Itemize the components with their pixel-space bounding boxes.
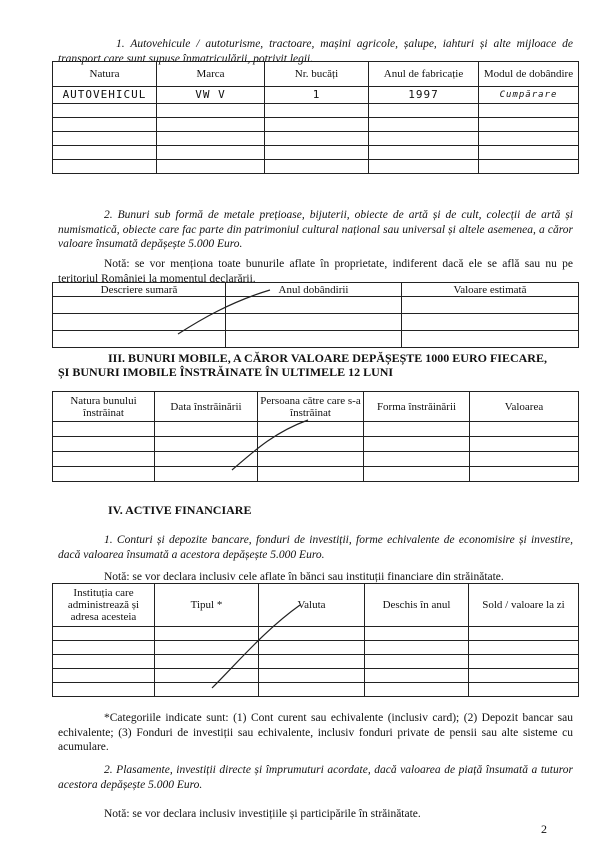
col-descriere: Descriere sumară — [53, 283, 226, 297]
table-cell — [469, 669, 579, 683]
cell-marca: VW V — [157, 87, 265, 104]
table-cell — [265, 146, 369, 160]
col-valoarea: Valoarea — [470, 392, 579, 422]
table-cell — [226, 331, 402, 348]
table-cell — [258, 452, 364, 467]
cell-natura: AUTOVEHICUL — [53, 87, 157, 104]
sec2-note: Notă: se vor menționa toate bunurile aflate în proprietate, indiferent dacă ele se află sau nu pe teritoriul României la momentul declarării. — [58, 258, 573, 285]
col-natura-bunului: Natura bunului înstrăinat — [53, 392, 155, 422]
table-row — [53, 683, 579, 697]
table-row — [53, 87, 579, 104]
table-cell — [369, 146, 479, 160]
table-row — [53, 669, 579, 683]
table-cell — [470, 452, 579, 467]
table-cell — [155, 467, 258, 482]
table-cell — [157, 146, 265, 160]
sec4-note2: Notă: se vor declara inclusiv investițiile și participările în străinătate. — [104, 808, 421, 820]
table-cell — [53, 160, 157, 174]
table-row — [53, 160, 579, 174]
cell-an: 1997 — [369, 87, 479, 104]
table-cell — [259, 655, 365, 669]
col-forma-instrainarii: Forma înstrăinării — [364, 392, 470, 422]
sec1-heading: 1. Autovehicule / autoturisme, tractoare, mașini agricole, șalupe, iahturi și alte mijloace de transport care sunt supuse înmatriculării, potrivit legii. — [58, 38, 573, 65]
table-cell — [365, 669, 469, 683]
table-cell — [53, 331, 226, 348]
table-cell — [479, 160, 579, 174]
table-row — [53, 146, 579, 160]
table-cell — [53, 655, 155, 669]
table-cell — [53, 132, 157, 146]
sec4-note1: Notă: se vor declara inclusiv cele aflate în bănci sau instituții financiare din străinătate. — [104, 571, 504, 583]
table-cell — [258, 437, 364, 452]
table-cell — [53, 118, 157, 132]
table-cell — [365, 683, 469, 697]
table-cell — [364, 437, 470, 452]
table-row — [53, 132, 579, 146]
table-cell — [364, 467, 470, 482]
table-cell — [265, 132, 369, 146]
table-cell — [402, 297, 579, 314]
table-cell — [157, 160, 265, 174]
table-cell — [53, 146, 157, 160]
table-cell — [258, 422, 364, 437]
table-cell — [470, 437, 579, 452]
table-cell — [469, 655, 579, 669]
sec2-heading: 2. Bunuri sub formă de metale prețioase, bijuterii, obiecte de artă și de cult, colecții de artă și numismatică, obiecte care fac parte din patrimoniul cultural național sau universal și altele asemenea, a căror valoare însumată depășește 5.000 Euro. — [58, 209, 573, 250]
col-natura: Natura — [53, 62, 157, 87]
table-cell — [469, 627, 579, 641]
table-row — [53, 627, 579, 641]
table-row — [53, 297, 579, 314]
sec4-title: IV. ACTIVE FINANCIARE — [108, 503, 252, 517]
table-row — [53, 118, 579, 132]
col-an-dobandire: Anul dobândirii — [226, 283, 402, 297]
table-cell — [259, 627, 365, 641]
table-row — [53, 104, 579, 118]
sec4-footnote: *Categoriile indicate sunt: (1) Cont curent sau echivalente (inclusiv card); (2) Depozit bancar sau echivalente; (3) Fonduri de investiții sau echivalente, inclusiv fonduri private de pensii sau alte sisteme cu acumulare. — [58, 712, 573, 753]
financial-header-row — [53, 584, 579, 627]
table-cell — [53, 627, 155, 641]
table-row — [53, 314, 579, 331]
table-cell — [157, 104, 265, 118]
table-cell — [364, 452, 470, 467]
sec4-sub2: 2. Plasamente, investiții directe și împrumuturi acordate, dacă valoarea de piață însumată a tuturor acestora depășește 5.000 Euro. — [58, 764, 573, 791]
col-marca: Marca — [157, 62, 265, 87]
table-cell — [402, 314, 579, 331]
col-valuta: Valuta — [259, 584, 365, 627]
table-cell — [53, 437, 155, 452]
table-cell — [479, 118, 579, 132]
cell-nr: 1 — [265, 87, 369, 104]
table-cell — [369, 118, 479, 132]
alienated-goods-table — [52, 391, 579, 482]
sec4-sub1: 1. Conturi și depozite bancare, fonduri de investiții, forme echivalente de economisire și investire, dacă valoarea însumată a acestora depășește 5.000 Euro. — [58, 534, 573, 561]
table-cell — [265, 104, 369, 118]
table-cell — [155, 683, 259, 697]
col-mod-dobandire: Modul de dobândire — [479, 62, 579, 87]
table-cell — [53, 314, 226, 331]
table-row — [53, 655, 579, 669]
page-number: 2 — [541, 822, 547, 836]
table-cell — [259, 683, 365, 697]
col-tipul: Tipul * — [155, 584, 259, 627]
precious-header-row — [53, 283, 579, 297]
sec3-heading-line1: III. BUNURI MOBILE, A CĂROR VALOARE DEPĂȘEȘTE 1000 EURO FIECARE, — [108, 351, 547, 365]
vehicles-table — [52, 61, 579, 174]
table-cell — [155, 437, 258, 452]
table-cell — [365, 655, 469, 669]
table-cell — [155, 627, 259, 641]
sec3-heading-line2: ȘI BUNURI IMOBILE ÎNSTRĂINATE ÎN ULTIMELE 12 LUNI — [58, 365, 394, 379]
table-cell — [157, 118, 265, 132]
table-cell — [479, 146, 579, 160]
table-cell — [369, 132, 479, 146]
table-cell — [53, 452, 155, 467]
table-cell — [53, 422, 155, 437]
table-cell — [265, 118, 369, 132]
table-cell — [365, 627, 469, 641]
financial-assets-table — [52, 583, 579, 697]
table-cell — [53, 669, 155, 683]
cell-mod: Cumpărare — [479, 87, 579, 104]
table-cell — [226, 297, 402, 314]
col-nr-bucati: Nr. bucăți — [265, 62, 369, 87]
table-row — [53, 467, 579, 482]
table-cell — [53, 104, 157, 118]
table-cell — [258, 467, 364, 482]
table-cell — [53, 467, 155, 482]
table-row — [53, 641, 579, 655]
table-cell — [470, 467, 579, 482]
table-cell — [479, 132, 579, 146]
table-cell — [155, 641, 259, 655]
col-an-fabricatie: Anul de fabricație — [369, 62, 479, 87]
table-row — [53, 437, 579, 452]
table-cell — [364, 422, 470, 437]
col-data-instrainarii: Data înstrăinării — [155, 392, 258, 422]
table-cell — [53, 297, 226, 314]
table-cell — [470, 422, 579, 437]
vehicles-header-row — [53, 62, 579, 87]
col-institutia: Instituția care administrează și adresa acesteia — [53, 584, 155, 627]
table-cell — [365, 641, 469, 655]
table-cell — [53, 641, 155, 655]
table-cell — [369, 104, 479, 118]
table-cell — [226, 314, 402, 331]
col-sold: Sold / valoare la zi — [469, 584, 579, 627]
table-cell — [155, 669, 259, 683]
table-row — [53, 331, 579, 348]
table-cell — [402, 331, 579, 348]
table-cell — [157, 132, 265, 146]
table-row — [53, 452, 579, 467]
col-deschis-in-anul: Deschis în anul — [365, 584, 469, 627]
table-cell — [259, 641, 365, 655]
col-valoare-estimata: Valoare estimată — [402, 283, 579, 297]
table-cell — [155, 655, 259, 669]
alienated-header-row — [53, 392, 579, 422]
table-cell — [155, 422, 258, 437]
table-cell — [479, 104, 579, 118]
table-cell — [155, 452, 258, 467]
precious-goods-table — [52, 282, 579, 348]
col-persoana: Persoana către care s-a înstrăinat — [258, 392, 364, 422]
table-cell — [259, 669, 365, 683]
table-cell — [469, 641, 579, 655]
table-cell — [265, 160, 369, 174]
table-cell — [369, 160, 479, 174]
table-cell — [469, 683, 579, 697]
table-row — [53, 422, 579, 437]
table-cell — [53, 683, 155, 697]
